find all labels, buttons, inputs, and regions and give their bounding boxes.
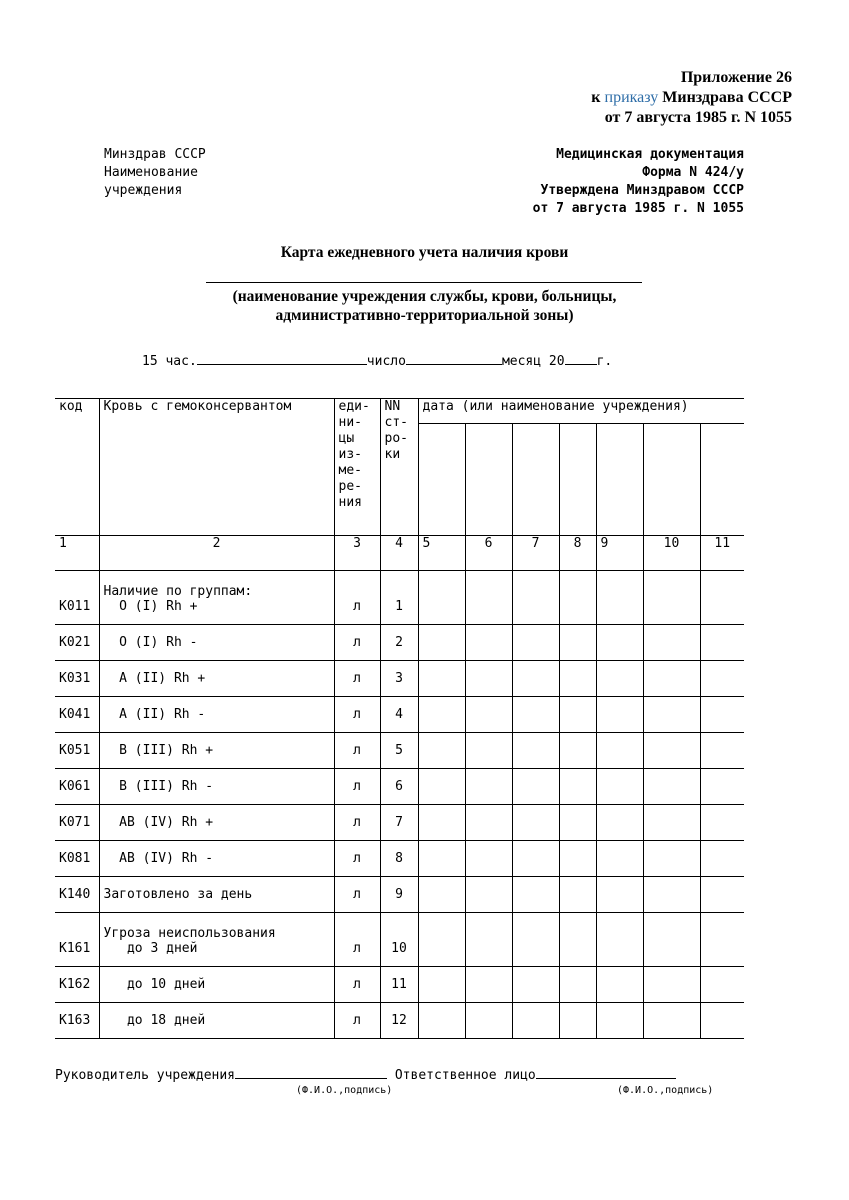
date-cell[interactable]	[418, 424, 465, 536]
col-number: 8	[559, 536, 596, 571]
row-number: 12	[380, 1003, 418, 1039]
row-number: 2	[380, 625, 418, 661]
table-row	[55, 1003, 744, 1039]
value-cell[interactable]	[512, 571, 559, 625]
row-name	[99, 841, 334, 877]
value-cell[interactable]	[465, 769, 512, 805]
institution-caption	[0, 287, 849, 325]
header-unit-part: ни-	[338, 415, 362, 430]
ministry-block	[104, 146, 206, 200]
institution-caption-line: (наименование учреждения службы, крови, больницы,	[232, 288, 617, 305]
header-code: код	[55, 399, 99, 536]
value-cell[interactable]	[418, 625, 465, 661]
head-signature-caption: (Ф.И.О.,подпись)	[296, 1085, 393, 1096]
appendix-header	[591, 68, 792, 128]
value-cell[interactable]	[465, 733, 512, 769]
value-cell[interactable]	[559, 661, 596, 697]
row-number: 4	[380, 697, 418, 733]
row-number: 9	[380, 877, 418, 913]
appendix-date: от 7 августа 1985 г. N 1055	[604, 109, 792, 126]
meddoc-line: Утверждена Минздравом СССР	[540, 183, 744, 198]
appendix-title: Приложение 26	[680, 69, 792, 86]
row-name	[99, 877, 334, 913]
responsible-label: Ответственное лицо	[394, 1068, 536, 1083]
row-unit: л	[334, 733, 380, 769]
row-unit: л	[334, 1003, 380, 1039]
value-cell[interactable]	[700, 805, 744, 841]
value-cell[interactable]	[465, 841, 512, 877]
value-cell[interactable]	[596, 841, 643, 877]
value-cell[interactable]	[418, 571, 465, 625]
day-label: число	[366, 354, 406, 369]
order-link[interactable]: приказу	[604, 89, 659, 106]
value-cell[interactable]	[418, 805, 465, 841]
col-number: 4	[380, 536, 418, 571]
value-cell[interactable]	[465, 1003, 512, 1039]
row-label: до 10 дней	[103, 977, 206, 992]
row-name	[99, 913, 334, 967]
value-cell[interactable]	[559, 697, 596, 733]
value-cell[interactable]	[643, 697, 700, 733]
row-label: АВ (IV) Rh +	[103, 815, 214, 830]
value-cell[interactable]	[418, 913, 465, 967]
ministry-line: Наименование	[104, 165, 198, 180]
value-cell[interactable]	[465, 571, 512, 625]
value-cell[interactable]	[418, 769, 465, 805]
value-cell[interactable]	[643, 571, 700, 625]
col-number: 10	[643, 536, 700, 571]
ministry-line: учреждения	[104, 183, 183, 198]
value-cell[interactable]	[596, 805, 643, 841]
value-cell[interactable]	[596, 769, 643, 805]
value-cell[interactable]	[643, 625, 700, 661]
document-title: Карта ежедневного учета наличия крови	[280, 244, 569, 261]
value-cell[interactable]	[643, 769, 700, 805]
row-code: К041	[55, 697, 99, 733]
column-number-row	[55, 536, 744, 571]
row-code: К061	[55, 769, 99, 805]
head-signature-field[interactable]	[235, 1066, 387, 1079]
col-number: 7	[512, 536, 559, 571]
row-unit: л	[334, 841, 380, 877]
table-row	[55, 571, 744, 625]
row-number: 10	[380, 913, 418, 967]
value-cell[interactable]	[559, 625, 596, 661]
row-name	[99, 625, 334, 661]
value-cell[interactable]	[559, 967, 596, 1003]
row-unit: л	[334, 697, 380, 733]
value-cell[interactable]	[512, 877, 559, 913]
value-cell[interactable]	[512, 697, 559, 733]
row-number: 3	[380, 661, 418, 697]
row-unit: л	[334, 967, 380, 1003]
col-number: 6	[465, 536, 512, 571]
header-row	[55, 399, 744, 424]
table-row	[55, 733, 744, 769]
row-label: В (III) Rh +	[103, 743, 214, 758]
meddoc-line: от 7 августа 1985 г. N 1055	[532, 201, 744, 216]
value-cell[interactable]	[596, 913, 643, 967]
value-cell[interactable]	[643, 661, 700, 697]
value-cell[interactable]	[596, 661, 643, 697]
value-cell[interactable]	[700, 1003, 744, 1039]
value-cell[interactable]	[596, 733, 643, 769]
year-field[interactable]	[565, 352, 597, 365]
row-code: К161	[55, 913, 99, 967]
col-number: 5	[418, 536, 465, 571]
table-row	[55, 805, 744, 841]
row-name	[99, 661, 334, 697]
header-blood: Кровь с гемоконсервантом	[99, 399, 334, 536]
value-cell[interactable]	[465, 625, 512, 661]
row-code: К081	[55, 841, 99, 877]
header-date: дата (или наименование учреждения)	[418, 399, 744, 424]
value-cell[interactable]	[418, 877, 465, 913]
row-code: К071	[55, 805, 99, 841]
value-cell[interactable]	[418, 1003, 465, 1039]
value-cell[interactable]	[465, 877, 512, 913]
table-row	[55, 625, 744, 661]
row-name	[99, 769, 334, 805]
table-body	[55, 571, 744, 1039]
row-name	[99, 733, 334, 769]
row-name	[99, 805, 334, 841]
row-number: 8	[380, 841, 418, 877]
table-row	[55, 913, 744, 967]
row-group-label: Наличие по группам:	[103, 584, 253, 599]
value-cell[interactable]	[465, 697, 512, 733]
row-number: 6	[380, 769, 418, 805]
value-cell[interactable]	[418, 733, 465, 769]
value-cell[interactable]	[465, 805, 512, 841]
value-cell[interactable]	[512, 769, 559, 805]
value-cell[interactable]	[643, 841, 700, 877]
row-label: А (II) Rh -	[103, 707, 206, 722]
row-label: Заготовлено за день	[103, 887, 253, 902]
responsible-signature-caption: (Ф.И.О.,подпись)	[617, 1085, 714, 1096]
value-cell[interactable]	[559, 805, 596, 841]
value-cell[interactable]	[700, 841, 744, 877]
row-number: 5	[380, 733, 418, 769]
value-cell[interactable]	[596, 697, 643, 733]
col-number: 11	[700, 536, 744, 571]
row-unit: л	[334, 661, 380, 697]
row-name	[99, 697, 334, 733]
value-cell[interactable]	[512, 625, 559, 661]
col-number: 3	[334, 536, 380, 571]
head-label: Руководитель учреждения	[55, 1068, 236, 1083]
value-cell[interactable]	[700, 697, 744, 733]
value-cell[interactable]	[700, 913, 744, 967]
hours-label: 15 час.	[142, 354, 197, 369]
form-number: Форма N 424/у	[642, 165, 744, 180]
row-unit: л	[334, 625, 380, 661]
value-cell[interactable]	[596, 967, 643, 1003]
appendix-order-line: к приказу Минздрава СССР	[591, 89, 792, 106]
header-unit-part: еди-	[338, 399, 370, 414]
header-unit-part: из-	[338, 447, 362, 462]
value-cell[interactable]	[643, 1003, 700, 1039]
value-cell[interactable]	[559, 769, 596, 805]
row-label: О (I) Rh +	[103, 599, 198, 614]
value-cell[interactable]	[700, 625, 744, 661]
row-code: К011	[55, 571, 99, 625]
row-label: АВ (IV) Rh -	[103, 851, 214, 866]
value-cell[interactable]	[596, 571, 643, 625]
meddoc-line: Медицинская документация	[556, 147, 744, 162]
value-cell[interactable]	[418, 967, 465, 1003]
table-row	[55, 877, 744, 913]
ministry-line: Минздрав СССР	[104, 147, 206, 162]
responsible-signature-field[interactable]	[536, 1066, 676, 1079]
value-cell[interactable]	[512, 841, 559, 877]
row-number: 11	[380, 967, 418, 1003]
value-cell[interactable]	[700, 661, 744, 697]
institution-line	[206, 282, 642, 283]
date-line	[142, 352, 612, 369]
date-cell[interactable]	[596, 424, 643, 536]
header-nn-part: ки	[384, 447, 401, 462]
value-cell[interactable]	[700, 967, 744, 1003]
value-cell[interactable]	[465, 967, 512, 1003]
value-cell[interactable]	[512, 1003, 559, 1039]
value-cell[interactable]	[418, 661, 465, 697]
col-number: 2	[99, 536, 334, 571]
month-label: месяц 20	[501, 354, 565, 369]
table-row	[55, 661, 744, 697]
medical-documentation-block	[533, 146, 744, 218]
value-cell[interactable]	[559, 841, 596, 877]
row-group-label: Угроза неиспользования	[103, 926, 276, 941]
signature-line	[55, 1066, 676, 1083]
blood-table	[55, 398, 744, 1039]
col-number: 1	[55, 536, 99, 571]
value-cell[interactable]	[700, 877, 744, 913]
row-name	[99, 1003, 334, 1039]
value-cell[interactable]	[643, 913, 700, 967]
header-nn-part: NN	[384, 399, 401, 414]
value-cell[interactable]	[559, 877, 596, 913]
table-row	[55, 967, 744, 1003]
header-unit-part: цы	[338, 431, 355, 446]
value-cell[interactable]	[596, 1003, 643, 1039]
row-label: В (III) Rh -	[103, 779, 214, 794]
value-cell[interactable]	[418, 841, 465, 877]
row-number: 7	[380, 805, 418, 841]
value-cell[interactable]	[418, 697, 465, 733]
value-cell[interactable]	[512, 661, 559, 697]
hours-field[interactable]	[197, 352, 367, 365]
header-nn-part: ст-	[384, 415, 408, 430]
row-unit: л	[334, 877, 380, 913]
value-cell[interactable]	[512, 913, 559, 967]
day-field[interactable]	[406, 352, 502, 365]
date-cell[interactable]	[643, 424, 700, 536]
value-cell[interactable]	[465, 661, 512, 697]
value-cell[interactable]	[559, 733, 596, 769]
row-code: К031	[55, 661, 99, 697]
header-unit-part: ния	[338, 495, 362, 510]
row-code: К021	[55, 625, 99, 661]
header-nn-part: ро-	[384, 431, 408, 446]
row-code: К163	[55, 1003, 99, 1039]
table-row	[55, 841, 744, 877]
row-code: К140	[55, 877, 99, 913]
row-code: К051	[55, 733, 99, 769]
header-nn	[380, 399, 418, 536]
col-number: 9	[596, 536, 643, 571]
row-unit: л	[334, 769, 380, 805]
row-code: К162	[55, 967, 99, 1003]
value-cell[interactable]	[559, 913, 596, 967]
header-unit	[334, 399, 380, 536]
row-label: до 3 дней	[103, 941, 198, 956]
value-cell[interactable]	[643, 805, 700, 841]
header-unit-part: ме-	[338, 463, 362, 478]
value-cell[interactable]	[596, 877, 643, 913]
row-label: А (II) Rh +	[103, 671, 206, 686]
value-cell[interactable]	[465, 913, 512, 967]
row-name	[99, 571, 334, 625]
value-cell[interactable]	[643, 877, 700, 913]
row-label: до 18 дней	[103, 1013, 206, 1028]
row-unit: л	[334, 571, 380, 625]
value-cell[interactable]	[596, 625, 643, 661]
value-cell[interactable]	[512, 967, 559, 1003]
date-cell[interactable]	[512, 424, 559, 536]
row-unit: л	[334, 805, 380, 841]
value-cell[interactable]	[512, 805, 559, 841]
value-cell[interactable]	[559, 571, 596, 625]
row-number: 1	[380, 571, 418, 625]
year-label: г.	[596, 354, 613, 369]
value-cell[interactable]	[643, 967, 700, 1003]
value-cell[interactable]	[700, 769, 744, 805]
value-cell[interactable]	[700, 733, 744, 769]
date-cell[interactable]	[559, 424, 596, 536]
table-row	[55, 697, 744, 733]
date-cell[interactable]	[465, 424, 512, 536]
value-cell[interactable]	[559, 1003, 596, 1039]
row-label: О (I) Rh -	[103, 635, 198, 650]
value-cell[interactable]	[643, 733, 700, 769]
table-row	[55, 769, 744, 805]
value-cell[interactable]	[700, 571, 744, 625]
header-unit-part: ре-	[338, 479, 362, 494]
institution-caption-line: административно-территориальной зоны)	[275, 307, 574, 324]
date-cell[interactable]	[700, 424, 744, 536]
value-cell[interactable]	[512, 733, 559, 769]
row-name	[99, 967, 334, 1003]
row-unit: л	[334, 913, 380, 967]
